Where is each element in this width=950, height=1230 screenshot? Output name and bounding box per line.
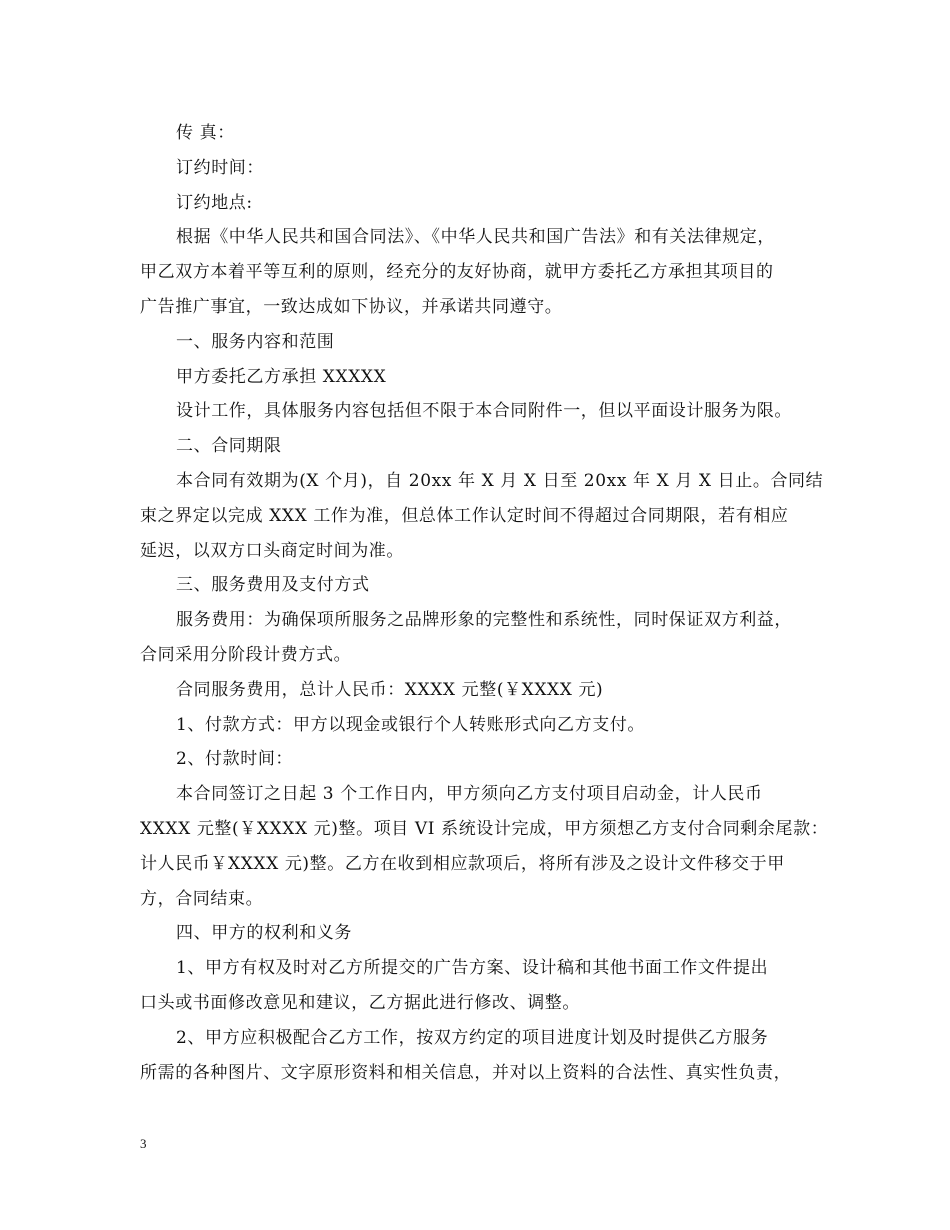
preamble-line: 甲乙双方本着平等互利的原则，经充分的友好协商，就甲方委托乙方承担其项目的 bbox=[140, 262, 774, 283]
paragraph-line: 2、甲方应积极配合乙方工作，按双方约定的项目进度计划及时提供乙方服务 bbox=[176, 1027, 769, 1048]
paragraph-line: 口头或书面修改意见和建议，乙方据此进行修改、调整。 bbox=[140, 992, 580, 1013]
page-number: 3 bbox=[140, 1136, 147, 1151]
signing-time-line: 订约时间： bbox=[176, 157, 264, 178]
paragraph-line: 合同服务费用，总计人民币：XXXX 元整(￥XXXX 元) bbox=[176, 679, 604, 700]
paragraph-line: 束之界定以完成 XXX 工作为准，但总体工作认定时间不得超过合同期限，若有相应 bbox=[140, 505, 789, 526]
paragraph-line: 合同采用分阶段计费方式。 bbox=[140, 644, 352, 665]
paragraph-line: XXXX 元整(￥XXXX 元)整。项目 VI 系统设计完成，甲方须想乙方支付合同剩余尾款： bbox=[140, 818, 829, 839]
section-heading-service-scope: 一、服务内容和范围 bbox=[176, 331, 335, 352]
section-heading-contract-term: 二、合同期限 bbox=[176, 436, 282, 457]
paragraph-line: 1、付款方式：甲方以现金或银行个人转账形式向乙方支付。 bbox=[176, 714, 646, 735]
paragraph-line: 1、甲方有权及时对乙方所提交的广告方案、设计稿和其他书面工作文件提出 bbox=[176, 958, 769, 979]
section-heading-fees-payment: 三、服务费用及支付方式 bbox=[176, 575, 370, 596]
paragraph-line: 所需的各种图片、文字原形资料和相关信息，并对以上资料的合法性、真实性负责， bbox=[140, 1062, 792, 1083]
paragraph-line: 2、付款时间： bbox=[176, 749, 294, 770]
paragraph-line: 设计工作，具体服务内容包括但不限于本合同附件一，但以平面设计服务为限。 bbox=[176, 401, 792, 422]
paragraph-line: 延迟，以双方口头商定时间为准。 bbox=[140, 540, 404, 561]
paragraph-line: 甲方委托乙方承担 XXXXX bbox=[176, 366, 387, 387]
paragraph-line: 计人民币￥XXXX 元)整。乙方在收到相应款项后，将所有涉及之设计文件移交于甲 bbox=[140, 853, 785, 874]
paragraph-line: 本合同有效期为(X 个月)，自 20xx 年 X 月 X 日至 20xx 年 X 月 X 日止。合同结 bbox=[176, 470, 824, 491]
preamble-line: 广告推广事宜，一致达成如下协议，并承诺共同遵守。 bbox=[140, 296, 563, 317]
paragraph-line: 方，合同结束。 bbox=[140, 888, 264, 909]
section-heading-party-a-rights: 四、甲方的权利和义务 bbox=[176, 923, 352, 944]
fax-line: 传 真： bbox=[176, 123, 235, 143]
paragraph-line: 本合同签订之日起 3 个工作日内，甲方须向乙方支付项目启动金，计人民币 bbox=[176, 784, 763, 805]
document-body bbox=[140, 116, 830, 1090]
preamble-line: 根据《中华人民共和国合同法》、《中华人民共和国广告法》和有关法律规定， bbox=[176, 227, 775, 248]
paragraph-line: 服务费用：为确保项所服务之品牌形象的完整性和系统性，同时保证双方利益， bbox=[176, 610, 792, 631]
signing-place-line: 订约地点: bbox=[176, 192, 253, 213]
